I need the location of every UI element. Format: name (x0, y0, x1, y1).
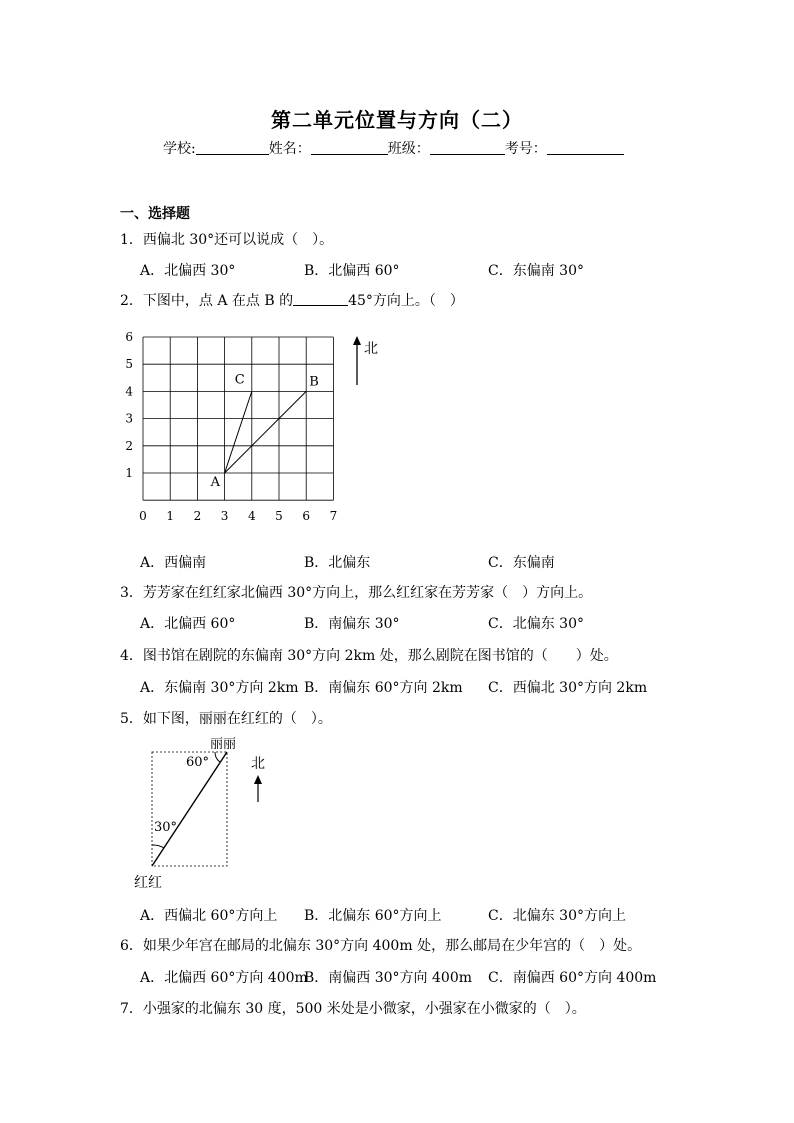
q1-option-c[interactable]: C．东偏南 30° (488, 263, 584, 279)
q5-option-a[interactable]: A．西偏北 60°方向上 (140, 908, 278, 924)
q4-option-c[interactable]: C．西偏北 30°方向 2km (488, 680, 648, 696)
angle-arc-top (215, 752, 220, 762)
grid-figure (120, 325, 390, 535)
q3-option-c[interactable]: C．北偏东 30° (488, 616, 584, 632)
q1-option-a[interactable]: A．北偏西 30° (140, 263, 236, 279)
q3-option-a[interactable]: A．北偏西 60° (140, 616, 236, 632)
question-1: 1．西偏北 30°还可以说成（ ）。 (120, 232, 334, 248)
point-b-label: B (309, 374, 319, 390)
segment-a-b (225, 391, 307, 473)
q6-option-b[interactable]: B．南偏西 30°方向 400m (304, 970, 472, 986)
x-tick-label: 2 (193, 509, 202, 524)
angle-arc-bottom (152, 845, 164, 848)
q2-option-c[interactable]: C．东偏南 (488, 555, 555, 571)
school-label: 学校: (163, 141, 196, 157)
y-tick-label: 2 (125, 438, 133, 453)
y-tick-label: 6 (125, 330, 133, 344)
q2-blank[interactable] (293, 293, 348, 306)
section-heading: 一、选择题 (120, 206, 190, 222)
exam-number-field[interactable] (547, 140, 624, 155)
q6-option-c[interactable]: C．南偏西 60°方向 400m (488, 970, 657, 986)
x-tick-label: 1 (166, 509, 175, 524)
page-title: 第二单元位置与方向（二） (271, 108, 523, 132)
q2-text-before: 2．下图中，点 A 在点 B 的 (120, 293, 294, 309)
y-tick-label: 1 (125, 466, 133, 480)
x-tick-label: 0 (139, 509, 147, 524)
q5-option-c[interactable]: C．北偏东 30°方向上 (488, 908, 626, 924)
point-c-label: C (234, 372, 245, 388)
north-arrow-head-1 (353, 336, 361, 345)
q1-option-b[interactable]: B．北偏西 60° (304, 263, 400, 279)
honghong-label: 红红 (134, 875, 162, 891)
angle-60-label: 60° (186, 755, 210, 770)
segment-a-c (225, 391, 252, 473)
q4-option-a[interactable]: A．东偏南 30°方向 2km (140, 680, 299, 696)
direction-figure (128, 732, 288, 897)
q5-option-b[interactable]: B．北偏东 60°方向上 (304, 908, 442, 924)
x-tick-label: 4 (247, 509, 256, 524)
y-tick-label: 4 (125, 384, 133, 399)
angle-30-label: 30° (154, 820, 178, 835)
q2-option-b[interactable]: B．北偏东 (304, 555, 371, 571)
question-2 (120, 290, 464, 310)
exam-number-label: 考号： (504, 141, 547, 157)
north-label-2: 北 (251, 756, 265, 772)
grid-tick-labels (125, 330, 337, 523)
x-tick-label: 6 (302, 509, 311, 524)
grid-lines (143, 337, 333, 500)
q6-option-a[interactable]: A．北偏西 60°方向 400m (140, 970, 308, 986)
y-tick-label: 3 (125, 411, 133, 426)
q2-text-after: 45°方向上。（ ） (348, 293, 464, 309)
question-5: 5．如下图，丽丽在红红的（ ）。 (120, 711, 332, 727)
name-field[interactable] (311, 140, 388, 155)
question-3: 3．芳芳家在红红家北偏西 30°方向上，那么红红家在芳芳家（ ）方向上。 (120, 585, 593, 601)
question-7: 7．小强家的北偏东 30 度，500 米处是小微家，小强家在小微家的（ ）。 (120, 1001, 586, 1017)
north-label-1: 北 (364, 341, 378, 357)
q4-option-b[interactable]: B．南偏东 60°方向 2km (304, 680, 463, 696)
north-arrow-head-2 (254, 775, 262, 784)
q3-option-b[interactable]: B．南偏东 30° (304, 616, 400, 632)
point-a-label: A (210, 475, 220, 490)
student-info-line (163, 138, 624, 158)
x-tick-label: 3 (220, 509, 229, 524)
x-tick-label: 7 (329, 509, 338, 524)
class-field[interactable] (430, 140, 505, 155)
question-4: 4．图书馆在剧院的东偏南 30°方向 2km 处，那么剧院在图书馆的（ ）处。 (120, 648, 618, 664)
x-tick-label: 5 (275, 509, 283, 524)
school-field[interactable] (196, 140, 269, 155)
y-tick-label: 5 (125, 357, 133, 372)
name-label: 姓名： (268, 141, 311, 157)
q2-option-a[interactable]: A．西偏南 (140, 555, 207, 571)
class-label: 班级： (387, 141, 430, 157)
question-6: 6．如果少年宫在邮局的北偏东 30°方向 400m 处，那么邮局在少年宫的（ ）处。 (120, 938, 642, 954)
lili-label: 丽丽 (210, 737, 237, 752)
